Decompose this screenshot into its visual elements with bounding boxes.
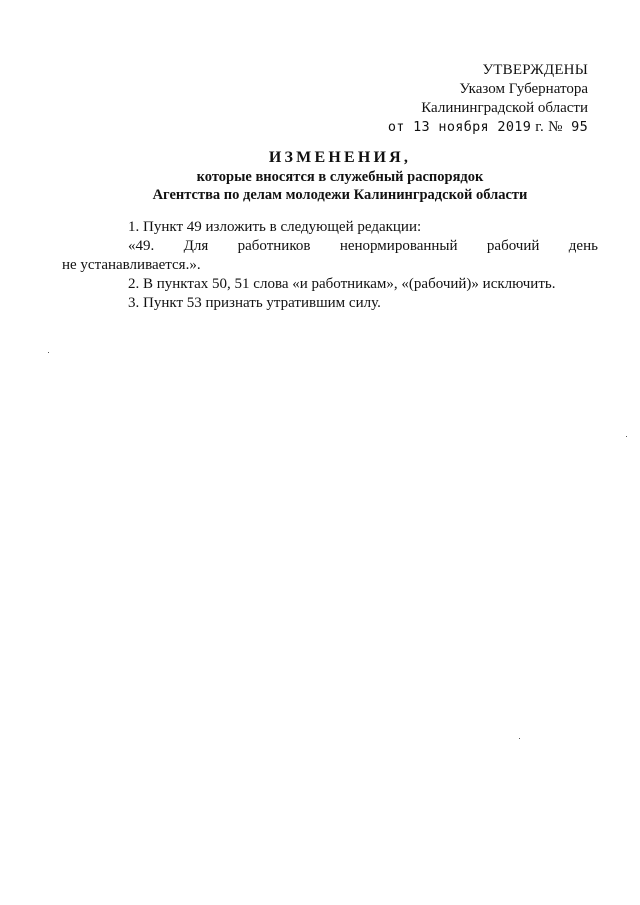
quote-word: Для	[183, 238, 209, 254]
decree-number: 95	[571, 119, 588, 135]
document-heading	[0, 148, 640, 204]
year-suffix: г.	[535, 119, 545, 135]
item-1: 1. Пункт 49 изложить в следующей редакции:	[128, 219, 422, 235]
number-sign: №	[548, 119, 563, 135]
scan-speck	[519, 738, 520, 739]
date-prefix: от	[387, 119, 405, 135]
quote-word: ненормированный	[339, 238, 458, 254]
item-2: 2. В пунктах 50, 51 слова «и работникам», «(рабочий)» исключить.	[128, 276, 556, 292]
quoted-text-continuation: не устанавливается.».	[62, 257, 201, 273]
approved-label: УТВЕРЖДЕНЫ	[482, 62, 588, 78]
approval-stamp-block	[388, 61, 588, 137]
document-subtitle-line-1: которые вносятся в служебный распорядок	[196, 169, 484, 185]
quote-word: работников	[237, 238, 311, 254]
region-name: Калининградской области	[421, 100, 588, 116]
scan-speck	[626, 436, 627, 437]
document-subtitle-line-2: Агентства по делам молодежи Калининградской области	[152, 187, 528, 203]
decree-authority: Указом Губернатора	[459, 81, 588, 97]
date-month: ноября	[438, 119, 489, 135]
document-body	[62, 218, 598, 313]
scan-speck	[48, 352, 49, 353]
quote-word: рабочий	[486, 238, 540, 254]
quoted-text-line	[62, 237, 598, 256]
quote-word: «49.	[128, 238, 155, 254]
document-title: ИЗМЕНЕНИЯ,	[268, 149, 412, 166]
item-3: 3. Пункт 53 признать утратившим силу.	[128, 295, 381, 311]
date-year: 2019	[497, 119, 532, 135]
date-day: 13	[413, 119, 430, 135]
quote-word: день	[568, 238, 598, 254]
decree-date-line	[388, 118, 588, 137]
